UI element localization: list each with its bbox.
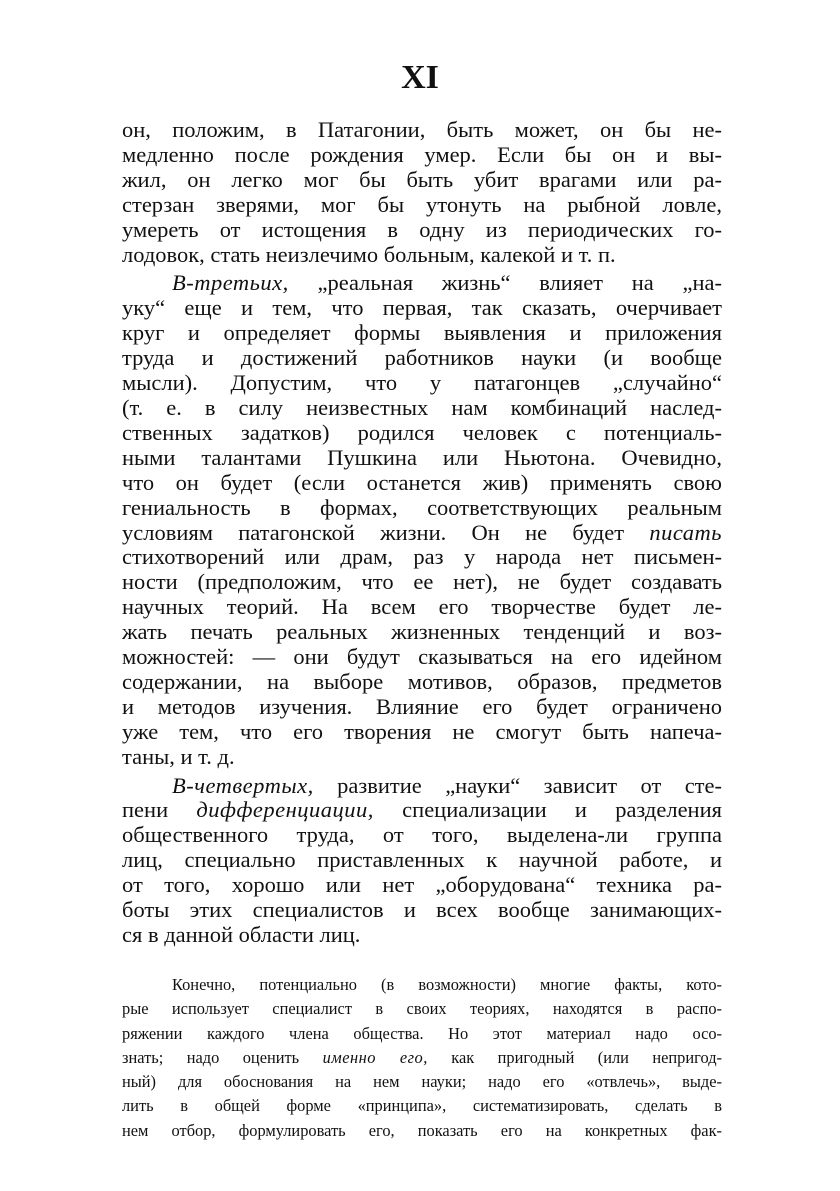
text-line: общественного труда, от того, выделена-ли группа <box>122 822 722 848</box>
text-line: таны, и т. д. <box>122 743 235 769</box>
footnote <box>122 973 722 1143</box>
italic-lead: В-четвертых, <box>172 772 314 798</box>
paragraph-3 <box>122 774 722 948</box>
paragraph-2 <box>122 271 722 769</box>
text-line: стерзан зверями, мог бы утонуть на рыбной ловле, <box>122 191 722 217</box>
text-line: ности (предположим, что ее нет), не будет создавать <box>122 569 722 595</box>
text-line: научных теорий. На всем его творчестве будет ле- <box>122 594 722 620</box>
text-line: труда и достижений работников науки (и вообще <box>122 345 722 371</box>
text-line: мысли). Допустим, что у патагонцев „случайно“ <box>122 370 722 396</box>
text-line: содержании, на выборе мотивов, образов, предметов <box>122 668 722 694</box>
text-run: пени <box>122 797 197 823</box>
footnote-line: Конечно, потенциально (в возможности) многие факты, кото- <box>172 975 722 994</box>
footnote-line: ный) для обоснования на нем науки; надо его «отвлечь», выде- <box>122 1072 722 1092</box>
page-number: XI <box>401 59 439 96</box>
text-line: лодовок, стать неизлечимо больным, калекой и т. п. <box>122 241 616 267</box>
italic-word: писать <box>649 519 722 545</box>
text-line: медленно после рождения умер. Если бы он и вы- <box>122 141 722 167</box>
text-run: развитие „науки“ зависит от сте- <box>313 772 722 798</box>
text-line <box>122 271 722 296</box>
text-line: ными талантами Пушкина или Ньютона. Очевидно, <box>122 444 722 470</box>
footnote-line: лить в общей форме «принципа», систематизировать, сделать в <box>122 1096 722 1116</box>
text-run: „реальная жизнь“ влияет на „на- <box>288 270 722 296</box>
text-line: уку“ еще и тем, что первая, так сказать, очерчивает <box>122 295 722 321</box>
text-line <box>122 521 722 546</box>
italic-phrase: именно его, <box>322 1047 428 1067</box>
text-line: от того, хорошо или нет „оборудована“ техника ра- <box>122 872 722 898</box>
text-line <box>122 774 722 799</box>
text-line: круг и определяет формы выявления и приложения <box>122 320 722 346</box>
footnote-line: ряжении каждого члена общества. Но этот материал надо осо- <box>122 1023 722 1043</box>
body-text <box>122 118 722 948</box>
footnote-line: рые использует специалист в своих теориях, находятся в распо- <box>122 999 722 1019</box>
text-line: и методов изучения. Влияние его будет ограничено <box>122 693 722 719</box>
text-line: лиц, специально приставленных к научной работе, и <box>122 847 722 873</box>
paragraph-1 <box>122 118 722 267</box>
text-line: умереть от истощения в одну из периодических го- <box>122 216 722 242</box>
italic-lead: В-третьих, <box>172 270 289 296</box>
text-line: можностей: — они будут сказываться на его идейном <box>122 644 722 670</box>
text-line: (т. е. в силу неизвестных нам комбинаций наслед- <box>122 394 722 420</box>
text-line: ся в данной области лиц. <box>122 922 361 947</box>
text-line: уже тем, что его творения не смогут быть напеча- <box>122 718 722 744</box>
text-run: как пригодный (или непригод- <box>427 1047 722 1067</box>
text-line: он, положим, в Патагонии, быть может, он бы не- <box>122 117 722 142</box>
text-line: ственных задатков) родился человек с потенциаль- <box>122 419 722 445</box>
text-line: жать печать реальных жизненных тенденций и воз- <box>122 619 722 645</box>
text-line <box>122 798 722 823</box>
text-line: боты этих специалистов и всех вообще занимающих- <box>122 897 722 923</box>
footnote-line <box>122 1046 722 1070</box>
text-line: жил, он легко мог бы быть убит врагами или ра- <box>122 166 722 192</box>
italic-word: дифференциации, <box>196 797 374 823</box>
text-line: что он будет (если останется жив) применять свою <box>122 469 722 495</box>
text-line: гениальность в формах, соответствующих реальным <box>122 494 722 520</box>
text-run: знать; надо оценить <box>122 1047 323 1067</box>
text-run: специализации и разделения <box>373 797 722 823</box>
text-run: условиям патагонской жизни. Он не будет <box>122 519 650 545</box>
text-line: стихотворений или драм, раз у народа нет письмен- <box>122 544 722 570</box>
footnote-line: нем отбор, формулировать его, показать его на конкретных фак- <box>122 1120 722 1140</box>
